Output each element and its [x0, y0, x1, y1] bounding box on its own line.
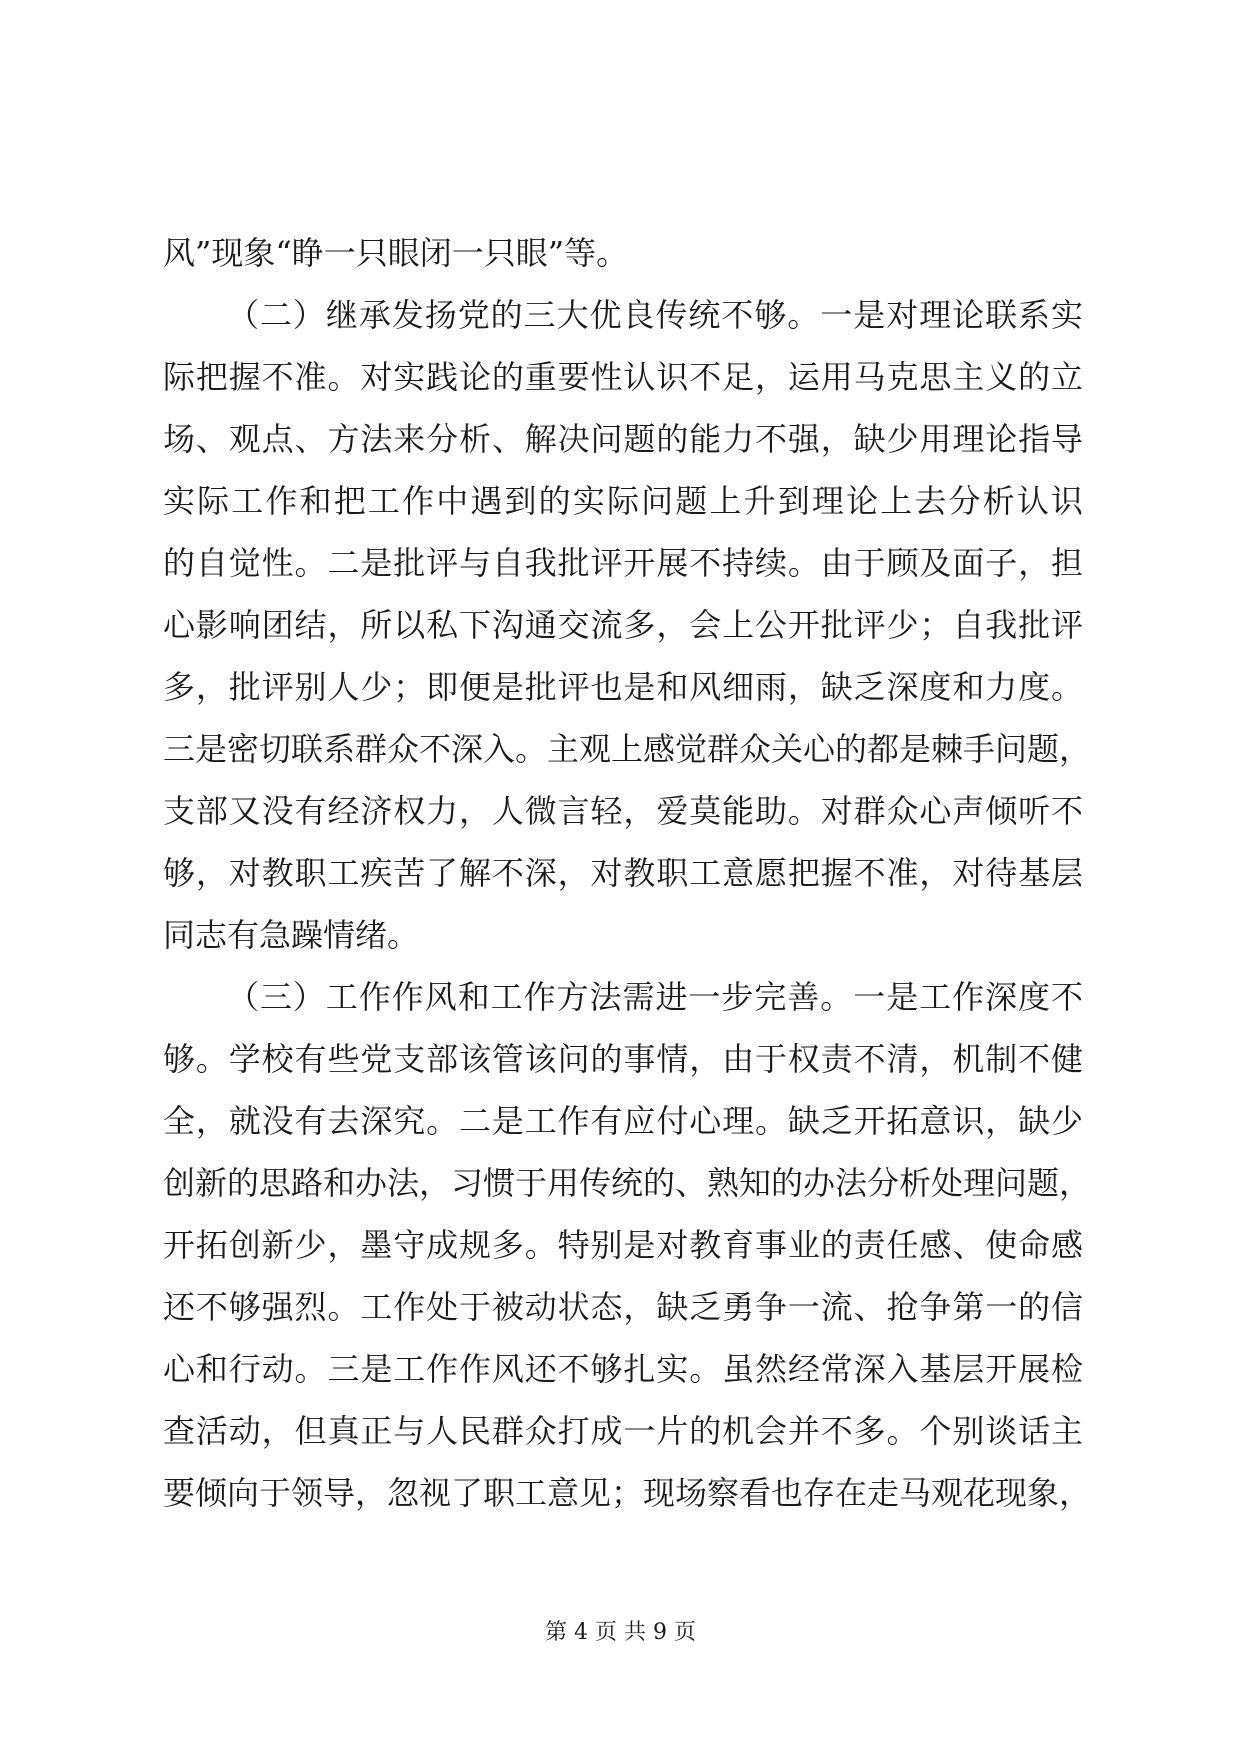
text-line: 的自觉性。二是批评与自我批评开展不持续。由于顾及面子，担	[163, 544, 1083, 582]
text-line: 场、观点、方法来分析、解决问题的能力不强，缺少用理论指导	[163, 420, 1083, 458]
text-line: 够，对教职工疾苦了解不深，对教职工意愿把握不准，对待基层	[163, 854, 1083, 892]
text-line: 三是密切联系群众不深入。主观上感觉群众关心的都是棘手问题，	[163, 730, 1092, 768]
text-line: 创新的思路和办法，习惯于用传统的、熟知的办法分析处理问题，	[163, 1164, 1092, 1202]
text-line: 风”现象“睁一只眼闭一只眼”等。	[163, 234, 629, 272]
text-line: 支部又没有经济权力，人微言轻，爱莫能助。对群众心声倾听不	[163, 792, 1083, 830]
text-line: 心影响团结，所以私下沟通交流多，会上公开批评少；自我批评	[163, 606, 1083, 644]
text-line: 际把握不准。对实践论的重要性认识不足，运用马克思主义的立	[163, 358, 1083, 396]
text-line: （三）工作作风和工作方法需进一步完善。一是工作深度不	[227, 978, 1083, 1016]
text-line: 多，批评别人少；即便是批评也是和风细雨，缺乏深度和力度。	[163, 668, 1083, 706]
text-line: 查活动，但真正与人民群众打成一片的机会并不多。个别谈话主	[163, 1412, 1083, 1450]
text-line: 全，就没有去深究。二是工作有应付心理。缺乏开拓意识，缺少	[163, 1102, 1083, 1140]
text-line: 实际工作和把工作中遇到的实际问题上升到理论上去分析认识	[163, 482, 1083, 520]
page-footer: 第 4 页 共 9 页	[545, 1620, 696, 1645]
text-line: 同志有急躁情绪。	[163, 916, 420, 954]
text-line: 心和行动。三是工作作风还不够扎实。虽然经常深入基层开展检	[163, 1350, 1083, 1388]
text-line: 要倾向于领导，忽视了职工意见；现场察看也存在走马观花现象，	[163, 1474, 1092, 1512]
text-line: 够。学校有些党支部该管该问的事情，由于权责不清，机制不健	[163, 1040, 1083, 1078]
text-line: （二）继承发扬党的三大优良传统不够。一是对理论联系实	[227, 296, 1083, 334]
text-line: 还不够强烈。工作处于被动状态，缺乏勇争一流、抢争第一的信	[163, 1288, 1083, 1326]
body-text	[163, 222, 1092, 1524]
text-line: 开拓创新少，墨守成规多。特别是对教育事业的责任感、使命感	[163, 1226, 1083, 1264]
